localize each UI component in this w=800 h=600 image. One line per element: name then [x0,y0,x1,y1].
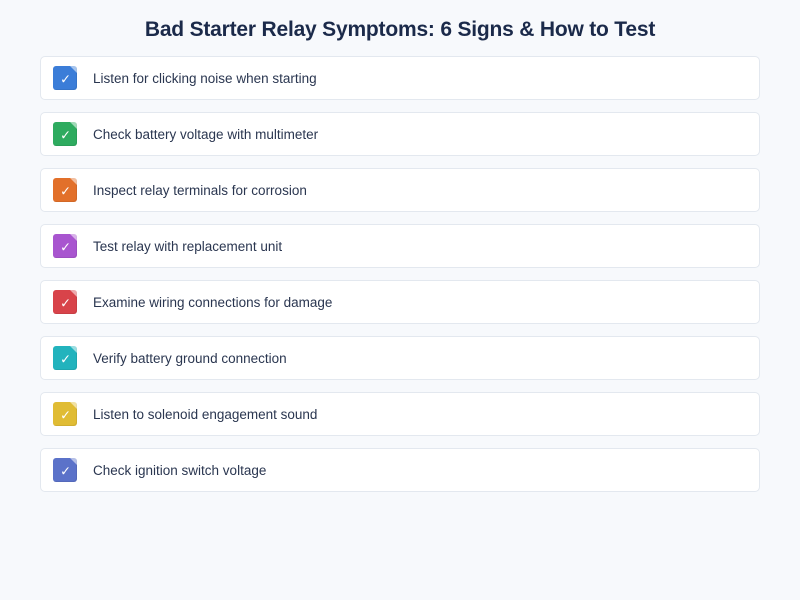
list-item-label: Check ignition switch voltage [93,462,267,478]
list-item-label: Verify battery ground connection [93,350,287,366]
checkbox-icon[interactable] [53,122,77,146]
corner-fold-icon [70,402,77,409]
list-item[interactable] [40,168,760,212]
page-title: Bad Starter Relay Symptoms: 6 Signs & How to Test [144,18,656,41]
checkbox-icon[interactable] [53,458,77,482]
checkbox-icon[interactable] [53,66,77,90]
corner-fold-icon [70,66,77,73]
list-item-label: Listen to solenoid engagement sound [93,406,318,422]
corner-fold-icon [70,234,77,241]
list-item-label: Examine wiring connections for damage [93,294,333,310]
checkbox-icon[interactable] [53,178,77,202]
list-item[interactable] [40,56,760,100]
checkbox-icon[interactable] [53,234,77,258]
check-glyph: ✓ [60,239,71,255]
list-item-label: Listen for clicking noise when starting [93,70,317,86]
check-glyph: ✓ [60,463,71,479]
corner-fold-icon [70,458,77,465]
checklist [0,56,800,492]
check-glyph: ✓ [60,183,71,199]
corner-fold-icon [70,290,77,297]
corner-fold-icon [70,122,77,129]
check-glyph: ✓ [60,407,71,423]
list-item-label: Check battery voltage with multimeter [93,126,319,142]
check-glyph: ✓ [60,351,71,367]
list-item[interactable] [40,224,760,268]
check-glyph: ✓ [60,71,71,87]
checkbox-icon[interactable] [53,290,77,314]
checkbox-icon[interactable] [53,346,77,370]
list-item[interactable] [40,336,760,380]
corner-fold-icon [70,346,77,353]
check-glyph: ✓ [60,127,71,143]
list-item[interactable] [40,280,760,324]
list-item[interactable] [40,112,760,156]
list-item[interactable] [40,392,760,436]
check-glyph: ✓ [60,295,71,311]
list-item-label: Test relay with replacement unit [93,238,283,254]
corner-fold-icon [70,178,77,185]
list-item-label: Inspect relay terminals for corrosion [93,182,307,198]
list-item[interactable] [40,448,760,492]
checkbox-icon[interactable] [53,402,77,426]
